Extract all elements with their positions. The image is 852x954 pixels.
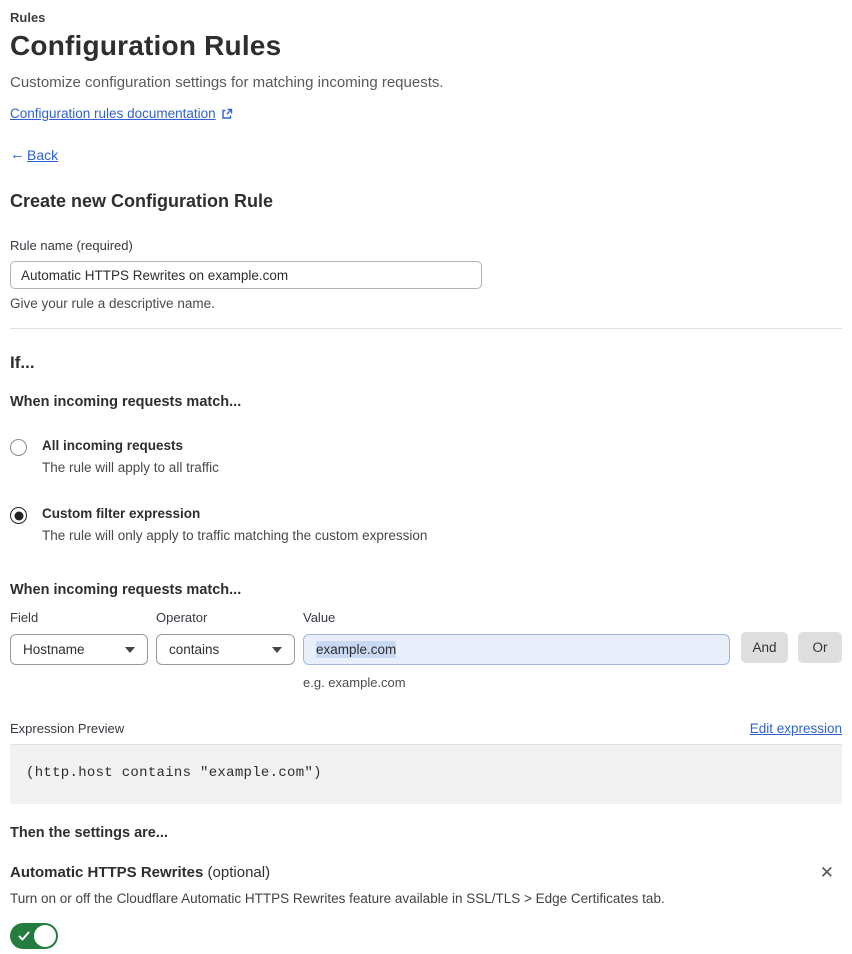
rule-name-label: Rule name (required) [10, 238, 133, 253]
rule-name-help: Give your rule a descriptive name. [10, 296, 215, 311]
value-help: e.g. example.com [303, 675, 406, 690]
check-icon [18, 929, 30, 947]
radio-option-label: Custom filter expression [42, 506, 201, 521]
chevron-down-icon [272, 647, 282, 653]
edit-expression-link[interactable]: Edit expression [749, 721, 842, 736]
operator-label: Operator [156, 610, 208, 625]
then-heading: Then the settings are... [10, 825, 168, 841]
value-label: Value [303, 610, 336, 625]
operator-select-value: contains [169, 642, 220, 657]
radio-option-all-requests[interactable] [10, 438, 842, 475]
chevron-down-icon [125, 647, 135, 653]
page-subtitle: Customize configuration settings for matching incoming requests. [10, 74, 444, 91]
operator-select[interactable] [156, 634, 295, 665]
expression-preview-code: (http.host contains "example.com") [10, 745, 842, 804]
match-heading: When incoming requests match... [10, 394, 242, 410]
documentation-link[interactable]: Configuration rules documentation [10, 106, 216, 121]
setting-title-name: Automatic HTTPS Rewrites [10, 864, 204, 881]
radio-option-description: The rule will apply to all traffic [42, 460, 219, 475]
toggle-knob [34, 925, 56, 947]
section-divider [10, 328, 842, 329]
field-label: Field [10, 610, 39, 625]
radio-button-unselected[interactable] [10, 439, 27, 456]
if-heading: If... [10, 353, 35, 372]
rule-name-input[interactable] [10, 261, 482, 289]
create-rule-heading: Create new Configuration Rule [10, 191, 274, 211]
radio-option-custom-filter[interactable] [10, 506, 842, 543]
setting-title [10, 864, 270, 881]
value-input-text: example.com [316, 642, 397, 657]
page-title: Configuration Rules [10, 30, 282, 61]
back-arrow-icon: ← [10, 146, 25, 163]
setting-optional-suffix: (optional) [203, 864, 271, 881]
filter-expression-row [10, 610, 842, 690]
field-select-value: Hostname [23, 642, 85, 657]
expression-preview-label: Expression Preview [10, 721, 125, 736]
and-button[interactable]: And [741, 632, 788, 663]
radio-option-label: All incoming requests [42, 438, 184, 453]
back-link[interactable]: Back [27, 146, 59, 163]
or-button[interactable]: Or [798, 632, 842, 663]
value-input[interactable] [303, 634, 730, 665]
breadcrumb: Rules [10, 10, 46, 25]
automatic-https-rewrites-toggle[interactable] [10, 923, 58, 949]
filter-match-heading: When incoming requests match... [10, 582, 242, 598]
close-icon[interactable]: ✕ [819, 863, 834, 882]
external-link-icon [221, 108, 233, 120]
radio-option-description: The rule will only apply to traffic matching the custom expression [42, 528, 428, 543]
radio-button-selected[interactable] [10, 507, 27, 524]
setting-description: Turn on or off the Cloudflare Automatic HTTPS Rewrites feature available in SSL/TLS > Edge Certificates tab. [10, 891, 665, 906]
field-select[interactable] [10, 634, 148, 665]
